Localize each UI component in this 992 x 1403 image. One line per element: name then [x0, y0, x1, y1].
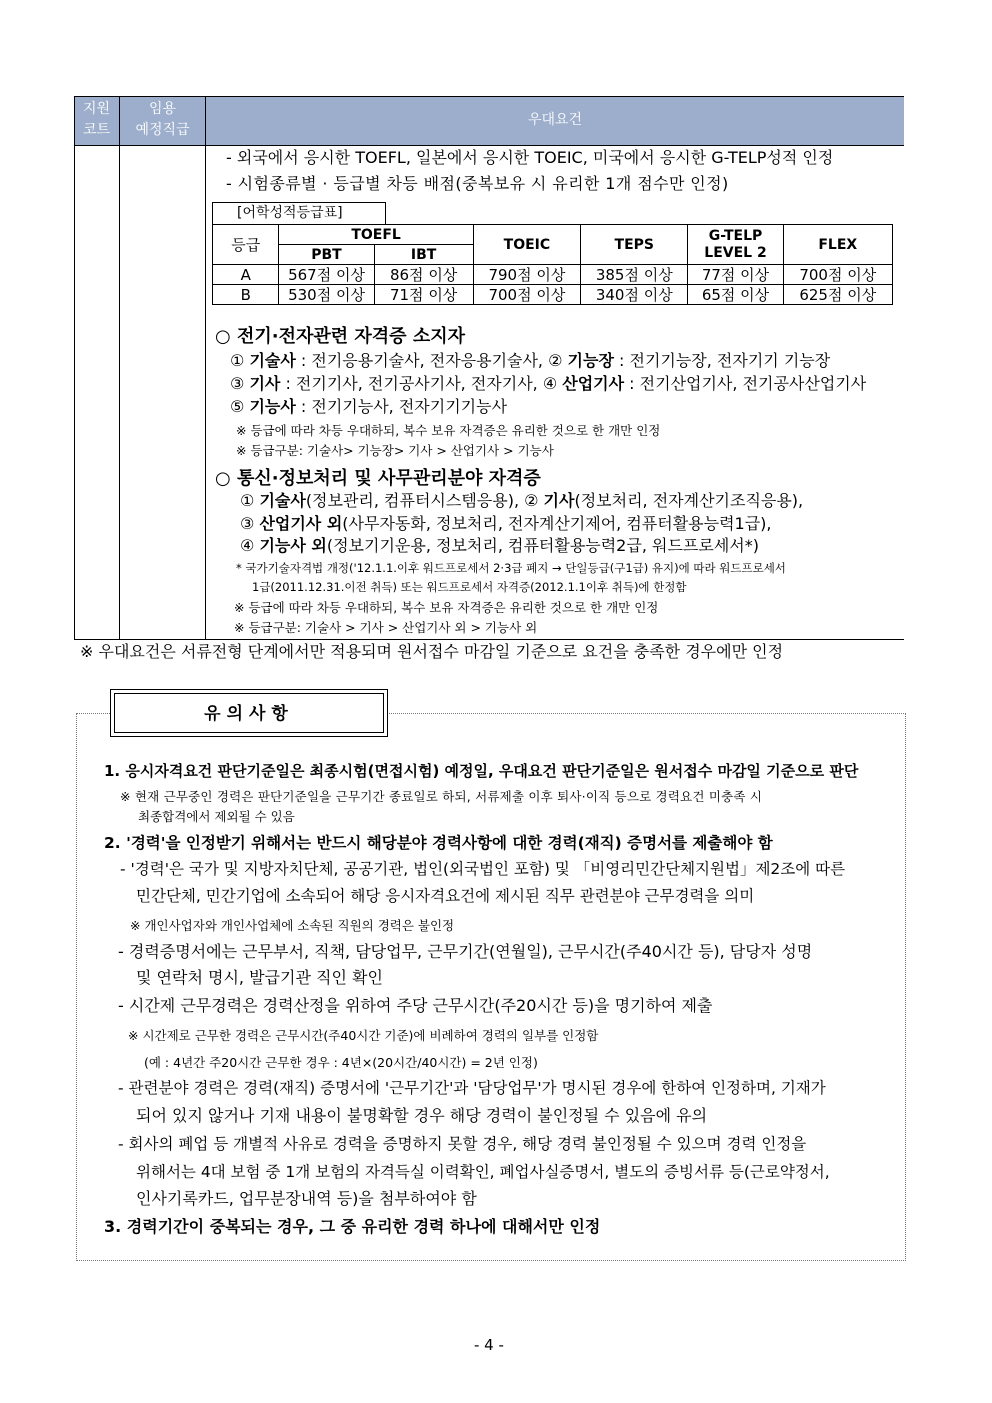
table-cell: 77점 이상 [688, 265, 783, 285]
col-toeic: TOEIC [473, 225, 580, 265]
table-cell: 71점 이상 [374, 285, 473, 305]
col-teps: TEPS [581, 225, 688, 265]
notice-note: (예 : 4년간 주20시간 근무한 경우 : 4년×(20시간/40시간) = 2년 인정) [144, 1055, 538, 1070]
star-note: * 국가기술자격법 개정('12.1.1.이후 워드프로세서 2·3급 폐지 → 단일등급(구1급) 유지)에 따라 워드프로세서 [236, 561, 786, 575]
table-cell: 385점 이상 [581, 265, 688, 285]
table-cell: 790점 이상 [473, 265, 580, 285]
notice-title-box [110, 689, 388, 737]
col-ibt: IBT [374, 245, 473, 265]
notice-text: 되어 있지 않거나 기재 내용이 불명확할 경우 해당 경력이 불인정될 수 있음에 유의 [136, 1106, 708, 1125]
col-gtelp: G-TELP LEVEL 2 [688, 225, 783, 265]
header-position: 임용 예정직급 [135, 101, 190, 138]
lang-bullet: - 외국에서 응시한 TOEFL, 일본에서 응시한 TOEIC, 미국에서 응시한 G-TELP성적 인정 [226, 148, 834, 167]
preference-table [74, 96, 904, 640]
notice-text: - 경력증명서에는 근무부서, 직책, 담당업무, 근무기간(연월일), 근무시간(주40시간 등), 담당자 성명 [118, 942, 813, 961]
comm-line: ③ 산업기사 외(사무자동화, 정보처리, 전자계산기제어, 컴퓨터활용능력1급), [240, 514, 772, 533]
star-note: 1급(2011.12.31.이전 취득) 또는 워드프로세서 자격증(2012.1.1이후 취득)에 한정함 [252, 580, 687, 594]
page-number: - 4 - [474, 1336, 504, 1354]
col-grade: 등급 [213, 225, 279, 265]
lang-bullet: - 시험종류별 · 등급별 차등 배점(중복보유 시 유리한 1개 점수만 인정) [226, 174, 729, 193]
table-row [213, 265, 893, 285]
notice-note: ※ 현재 근무중인 경력은 판단기준일을 근무기간 종료일로 하되, 서류제출 이후 퇴사·이직 등으로 경력요건 미충족 시 [120, 789, 763, 804]
notice-item-3: 3. 경력기간이 중복되는 경우, 그 중 유리한 경력 하나에 대해서만 인정 [104, 1217, 601, 1236]
col-pbt: PBT [279, 245, 374, 265]
table-row [213, 285, 893, 305]
table-cell: 86점 이상 [374, 265, 473, 285]
notice-title: 유의사항 [114, 693, 384, 733]
table-cell: 65점 이상 [688, 285, 783, 305]
notice-note: 최종합격에서 제외될 수 있음 [138, 809, 295, 824]
notice-text: - 회사의 폐업 등 개별적 사유로 경력을 증명하지 못할 경우, 해당 경력 불인정될 수 있으며 경력 인정을 [118, 1135, 807, 1153]
elec-note: ※ 등급에 따라 차등 우대하되, 복수 보유 자격증은 유리한 것으로 한 개만 인정 [236, 423, 661, 438]
header-code: 지원 코트 [82, 101, 111, 138]
notice-item-1: 1. 응시자격요건 판단기준일은 최종시험(면접시험) 예정일, 우대요건 판단기준일은 원서접수 마감일 기준으로 판단 [104, 762, 859, 780]
notice-text: - '경력'은 국가 및 지방자치단체, 공공기관, 법인(외국법인 포함) 및 「비영리민간단체지원법」제2조에 따른 [120, 860, 846, 878]
header-preference: 우대요건 [527, 112, 583, 128]
grade-table-caption: [어학성적등급표] [212, 202, 386, 224]
comm-line: ④ 기능사 외(정보기기운용, 정보처리, 컴퓨터활용능력2급, 워드프로세서*) [240, 536, 759, 555]
table-cell: 700점 이상 [783, 265, 892, 285]
notice-note: ※ 개인사업자와 개인사업체에 소속된 직원의 경력은 불인정 [130, 918, 455, 933]
comm-heading: ○ 통신·정보처리 및 사무관리분야 자격증 [215, 468, 541, 489]
notice-text: 인사기록카드, 업무분장내역 등)을 첨부하여야 함 [136, 1189, 477, 1208]
table-cell: B [213, 285, 279, 305]
notice-item-2: 2. '경력'을 인정받기 위해서는 반드시 해당분야 경력사항에 대한 경력(재직) 증명서를 제출해야 함 [104, 834, 773, 852]
elec-line: ⑤ 기능사 : 전기기능사, 전자기기기능사 [230, 397, 508, 416]
notice-text: 위해서는 4대 보험 중 1개 보험의 자격득실 이력확인, 폐업사실증명서, 별도의 증빙서류 등(근로약정서, [136, 1163, 830, 1181]
elec-heading: ○ 전기·전자관련 자격증 소지자 [215, 326, 465, 347]
table-cell: 567점 이상 [279, 265, 374, 285]
comm-line: ① 기술사(정보관리, 컴퓨터시스템응용), ② 기사(정보처리, 전자계산기조직응용), [240, 491, 804, 510]
table-cell: 530점 이상 [279, 285, 374, 305]
col-flex: FLEX [783, 225, 892, 265]
grade-table [212, 224, 893, 305]
preference-footnote: ※ 우대요건은 서류전형 단계에서만 적용되며 원서접수 마감일 기준으로 요건을 충족한 경우에만 인정 [80, 642, 784, 661]
table-cell: 700점 이상 [473, 285, 580, 305]
comm-note: ※ 등급에 따라 차등 우대하되, 복수 보유 자격증은 유리한 것으로 한 개만 인정 [234, 600, 659, 615]
elec-line: ① 기술사 : 전기응용기술사, 전자응용기술사, ② 기능장 : 전기기능장, 전자기기 기능장 [230, 351, 831, 370]
notice-text: 및 연락처 명시, 발급기관 직인 확인 [136, 968, 383, 987]
table-cell: 625점 이상 [783, 285, 892, 305]
notice-note: ※ 시간제로 근무한 경력은 근무시간(주40시간 기준)에 비례하여 경력의 일부를 인정함 [128, 1028, 599, 1043]
elec-line: ③ 기사 : 전기기사, 전기공사기사, 전자기사, ④ 산업기사 : 전기산업기사, 전기공사산업기사 [230, 374, 867, 393]
elec-note: ※ 등급구분: 기술사> 기능장> 기사 > 산업기사 > 기능사 [236, 443, 554, 458]
table-cell: 340점 이상 [581, 285, 688, 305]
table-cell: A [213, 265, 279, 285]
col-toefl: TOEFL [279, 225, 473, 245]
notice-text: - 관련분야 경력은 경력(재직) 증명서에 '근무기간'과 '담당업무'가 명시된 경우에 한하여 인정하며, 기재가 [118, 1079, 826, 1097]
notice-text: 민간단체, 민간기업에 소속되어 해당 응시자격요건에 제시된 직무 관련분야 근무경력을 의미 [136, 887, 755, 905]
comm-note: ※ 등급구분: 기술사 > 기사 > 산업기사 외 > 기능사 외 [234, 620, 538, 635]
notice-text: - 시간제 근무경력은 경력산정을 위하여 주당 근무시간(주20시간 등)을 명기하여 제출 [118, 996, 713, 1015]
